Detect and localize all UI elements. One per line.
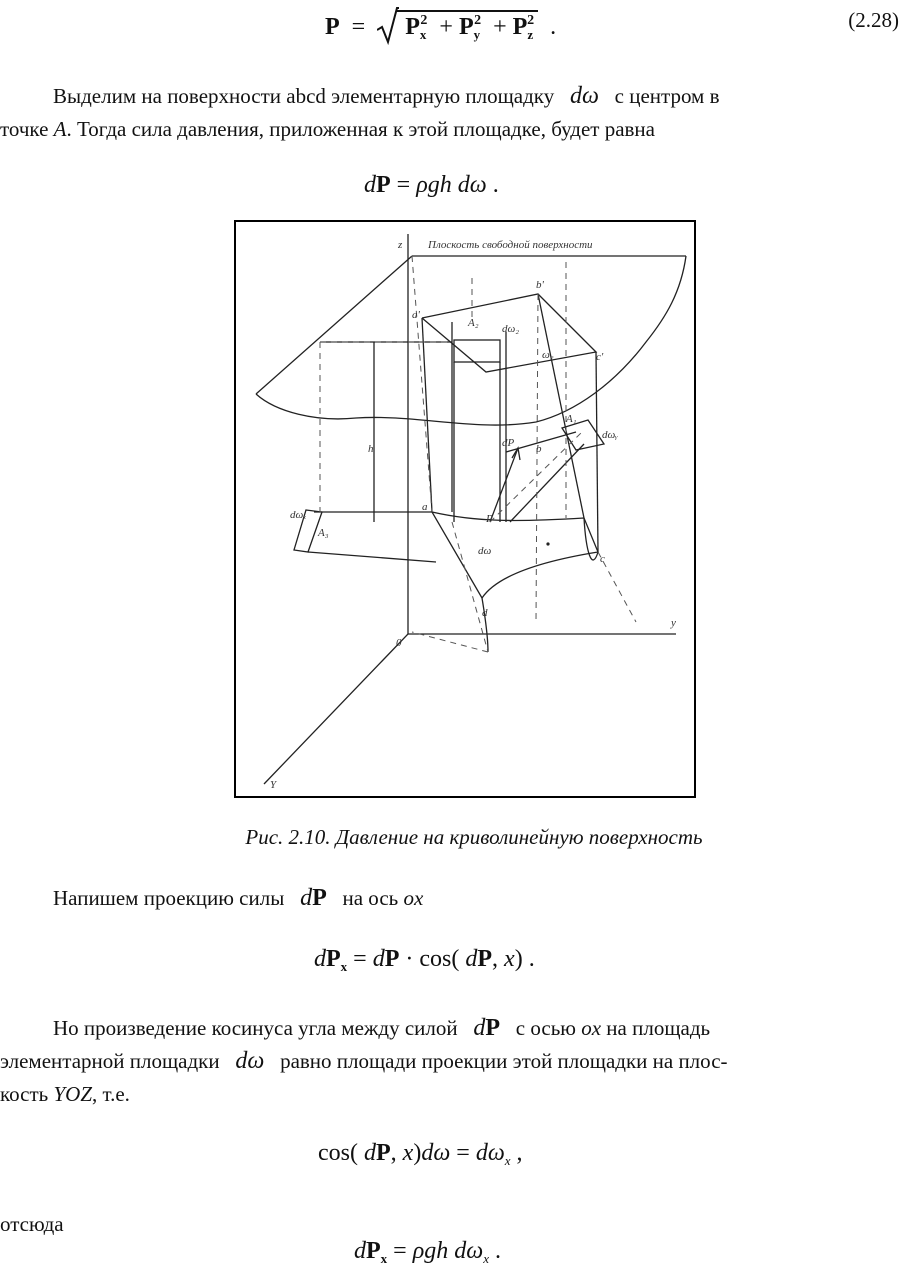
p3-line1-b: с осью [515,1016,576,1040]
equation-cos: cos( dP, $x)d\omega = d\omega_x$ , [318,1140,523,1168]
label-y: y [671,617,676,629]
label-c-prime: c' [596,351,604,363]
label-hy: A₁ [566,413,577,425]
sqrt-symbol [377,6,399,46]
label-x: Y [270,779,277,791]
p3-plane: YOZ [53,1082,93,1106]
figure-caption: Рис. 2.10. Давление на криволинейную поверхность [245,825,703,849]
label-dp: dP [502,437,515,449]
p3-axis: ox [581,1016,602,1040]
p1-dw: dω [569,83,599,109]
label-d: d [482,607,488,619]
label-dw: dω [478,545,492,557]
p1-point: A [53,117,67,141]
label-dwz: dω₂ [502,323,520,335]
p3-line3-a: кость [0,1082,49,1106]
label-z: z [398,239,403,251]
equation-dpx: $dP_x$ = dP · cos( dP, x) . [314,946,535,974]
label-b: b [536,443,542,455]
p1-line2-b: . Тогда сила давления, приложенная к этой площадке, будет равна [66,117,655,141]
radicand: $P_x^2 + P_y^2 + P_z^2$ [397,10,538,40]
label-c: c [600,553,605,565]
label-a-prime: a' [412,309,420,321]
eq-lhs: P [325,14,340,40]
p1-line2-a: точке [0,117,49,141]
p4-text: отсюда [0,1212,64,1236]
p2-axis: ox [403,886,424,910]
p1-line1: Выделим на поверхности abcd элементарную площадку [53,84,555,108]
equation-dp: dP = ρgh dω . [364,172,499,198]
p1-line1-after: с центром в [614,84,720,108]
label-a: a [422,501,428,513]
figure-drawing [236,222,694,796]
center-point-a [546,542,549,545]
eq-equals: = [345,14,372,40]
label-b-prime: b' [536,279,544,291]
paragraph-2: Напишем проекцию силы dP на ось ox [53,885,424,911]
label-h: h [368,443,374,455]
paragraph-3: Но произведение косинуса угла между силой dP с осью ox на площадь элементарной площадки dω равно площади проекции этой площадки на плос- кость YOZ, т.е. [0,1015,728,1106]
equation-number: (2.28) [848,8,899,32]
label-wz: ω₂ [542,349,554,361]
p2-text-b: на ось [342,886,399,910]
label-hx: A₃ [318,527,329,539]
label-dwx: dωₓ [290,509,307,521]
label-p: P [486,513,493,525]
p3-line2-b: равно площади проекции этой площадки на плос- [280,1049,728,1073]
p3-line3-b: , т.е. [92,1082,130,1106]
label-hz: A₂ [468,317,479,329]
label-dwy: dωᵧ [602,429,618,441]
p2-text-a: Напишем проекцию силы [53,886,285,910]
figure-2-10 [234,220,696,798]
label-o: 0 [396,637,402,649]
p3-line2-a: элементарной площадки [0,1049,220,1073]
figure-title: Плоскость свободной поверхности [428,239,593,251]
p3-line1-c: на площадь [606,1016,711,1040]
equation-dpx-final: $dP_x = \rho gh$ $d\omega_x$ . [354,1238,501,1266]
paragraph-1 [0,80,903,146]
p3-line1-a: Но произведение косинуса угла между силой [53,1016,458,1040]
equation-2-28: $P = P_x^2 + P_y^2 + P_z^2$ . [325,6,556,46]
paragraph-4 [0,1208,903,1241]
